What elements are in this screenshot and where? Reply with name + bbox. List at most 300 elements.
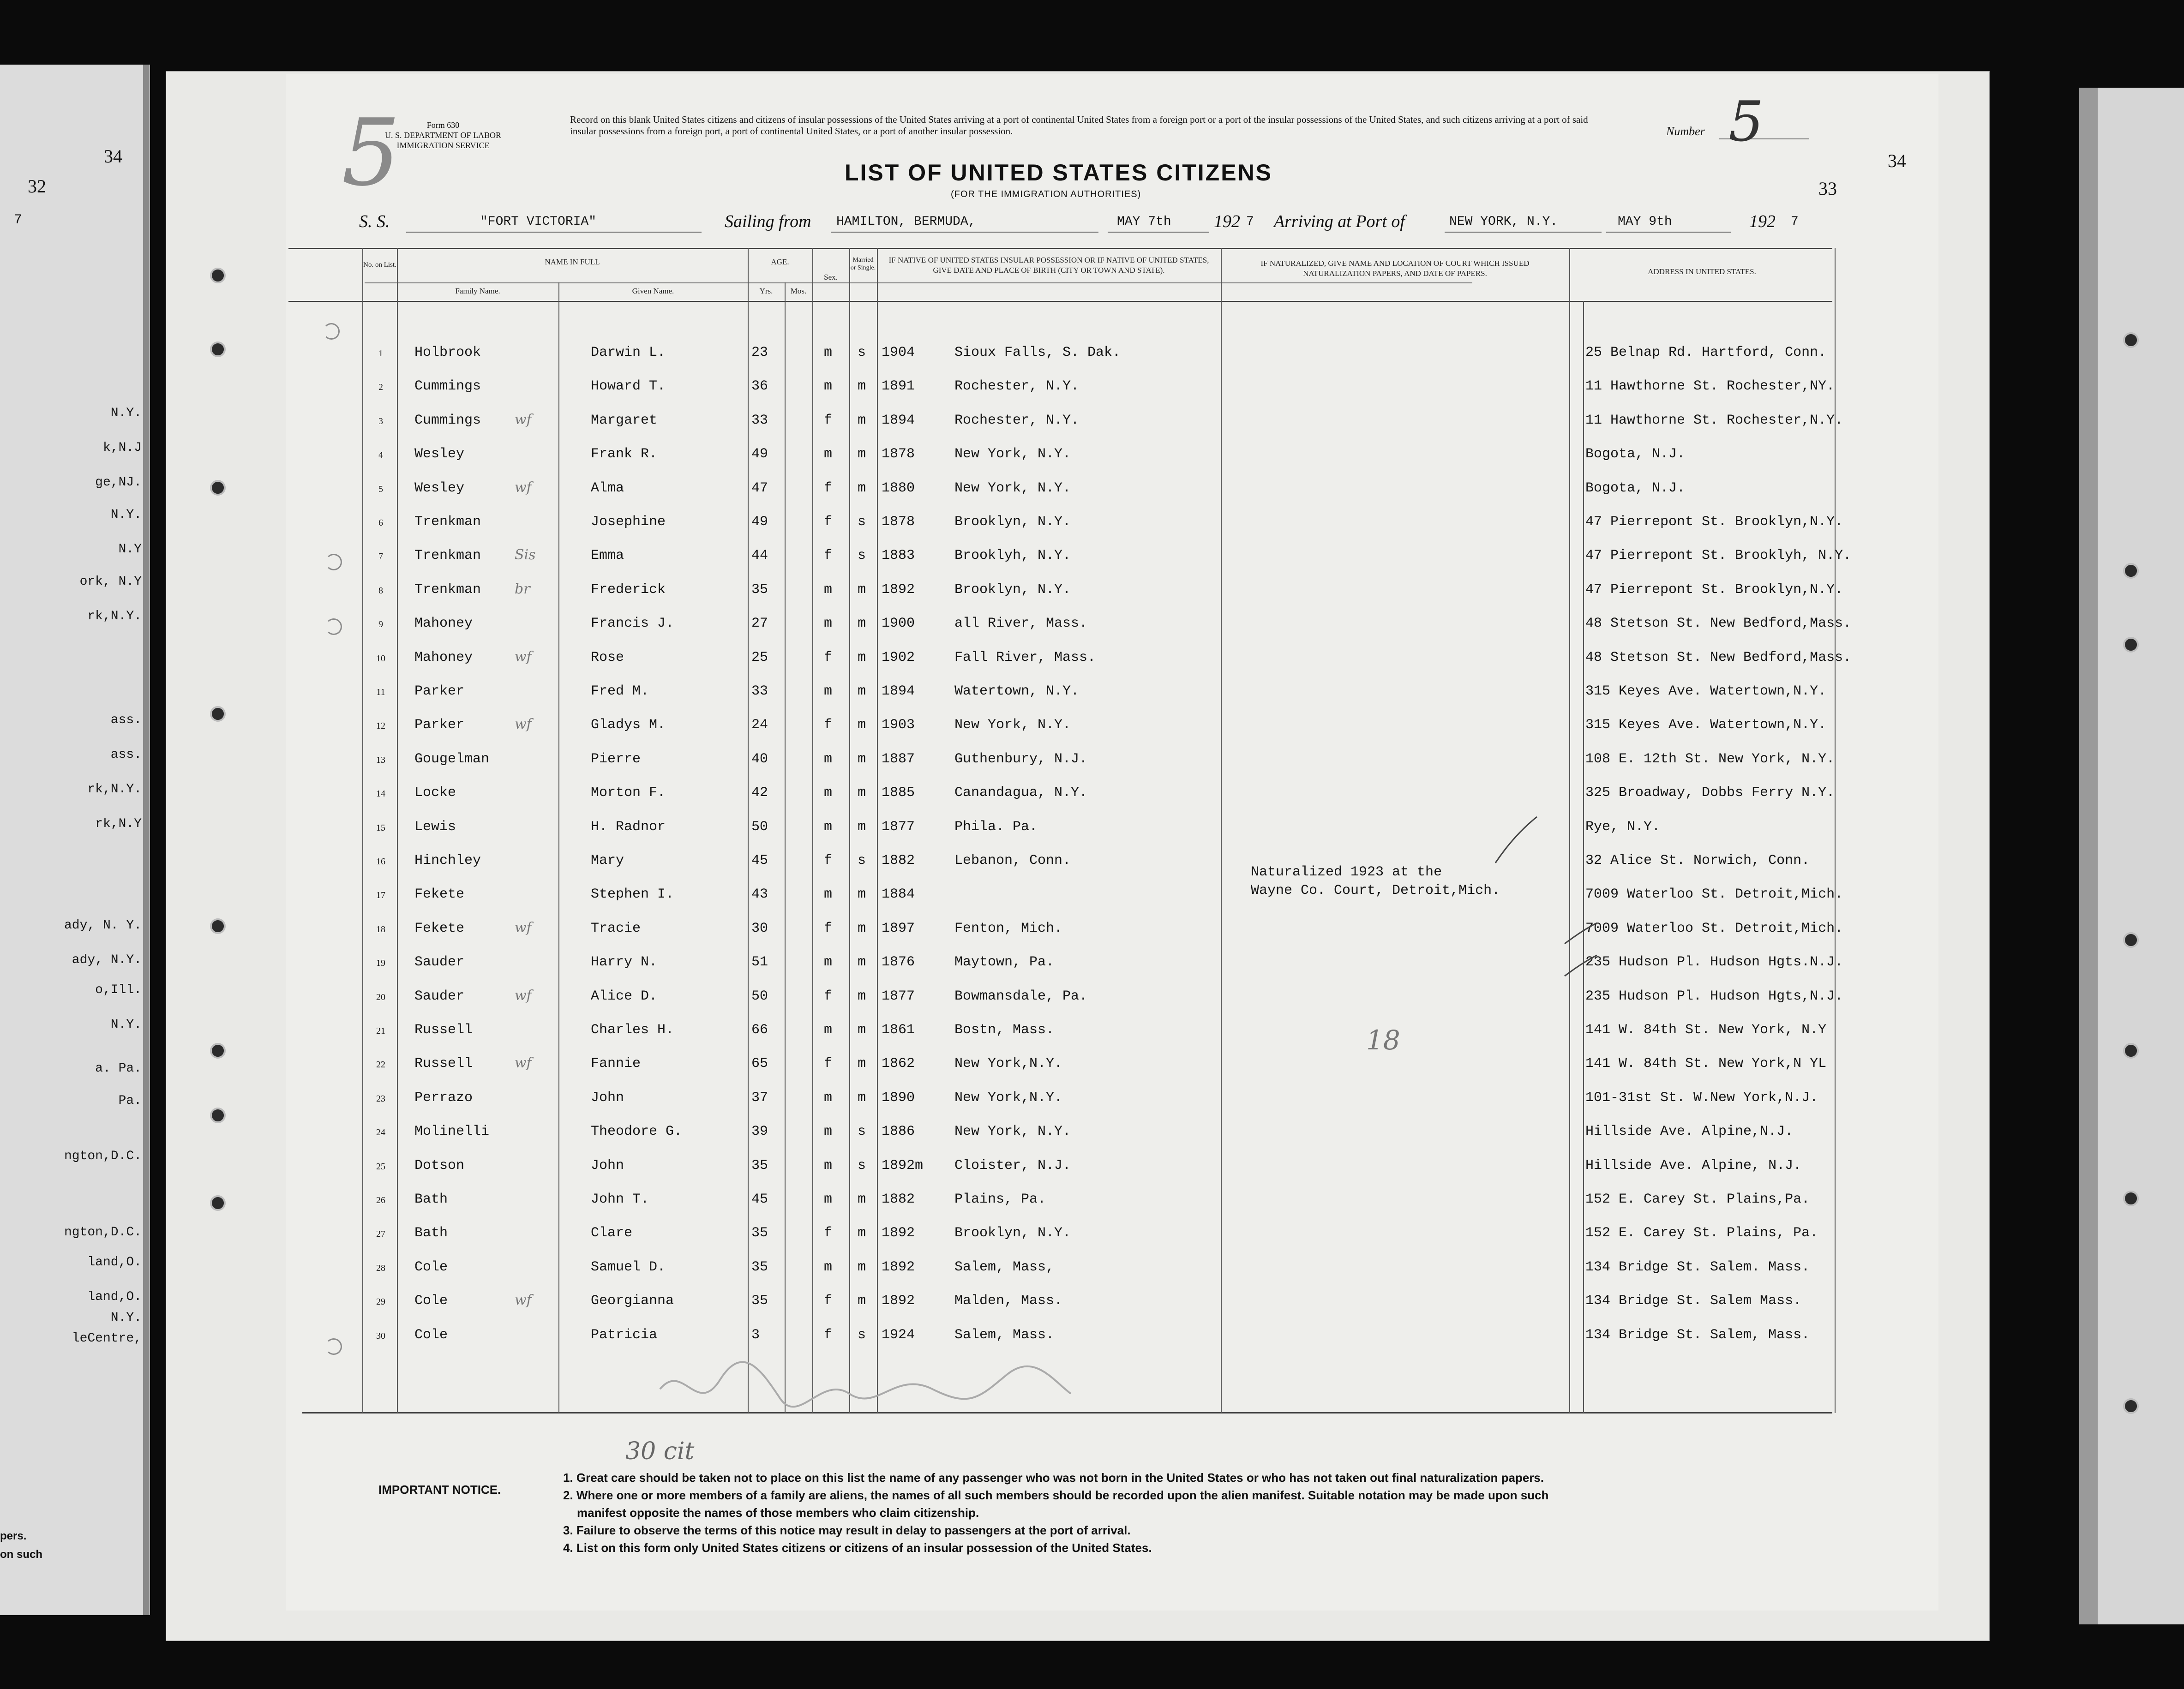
cell-address: 235 Hudson Pl. Hudson Hgts,N.J. [1585, 988, 1843, 1004]
cell-year: 1883 [882, 548, 915, 563]
handwritten-margin-number: 5 [342, 99, 401, 207]
cell-ms: s [858, 345, 866, 360]
cell-address: 7009 Waterloo St. Detroit,Mich. [1585, 921, 1843, 936]
col-no: No. on List. [363, 261, 396, 269]
cell-place: Guthenbury, N.J. [954, 751, 1088, 767]
left-year-fragment: 7 [14, 212, 23, 228]
cell-no: 14 [376, 789, 385, 799]
sailing-year-prefix: 192 [1214, 212, 1240, 231]
cell-given: John [591, 1158, 624, 1174]
cell-age: 44 [751, 548, 768, 563]
cell-year: 1894 [882, 683, 915, 699]
left-page-fragment: N.Y. [110, 1018, 142, 1032]
arriving-port: NEW YORK, N.Y. [1449, 215, 1558, 229]
cell-address: 48 Stetson St. New Bedford,Mass. [1585, 616, 1852, 631]
cell-family: Bath [414, 1192, 448, 1207]
cell-age: 25 [751, 650, 768, 665]
cell-ms: s [858, 1327, 866, 1343]
col-given-name: Given Name. [632, 287, 674, 295]
cell-no: 1 [378, 348, 383, 359]
cell-address: 32 Alice St. Norwich, Conn. [1585, 853, 1810, 868]
cell-given: H. Radnor [591, 819, 666, 835]
cell-address: 152 E. Carey St. Plains, Pa. [1585, 1225, 1818, 1241]
cell-place: Malden, Mass. [954, 1293, 1063, 1309]
left-page-fragment: land,O. [87, 1290, 142, 1304]
page-title: LIST OF UNITED STATES CITIZENS [845, 160, 1273, 186]
cell-ms: m [858, 1192, 866, 1207]
left-page-fragment: N.Y. [110, 406, 142, 420]
cell-place: Fall River, Mass. [954, 650, 1096, 665]
left-page-fragment: land,O. [87, 1255, 142, 1270]
form-number: Form 630 [426, 120, 460, 130]
cell-year: 1892 [882, 1293, 915, 1309]
cell-family: Bath [414, 1225, 448, 1241]
left-page-fragment: ge,NJ. [95, 475, 142, 490]
cell-place: Bostn, Mass. [954, 1022, 1055, 1038]
stamp-number: 18 [1366, 1024, 1400, 1056]
cell-no: 11 [376, 687, 385, 697]
cell-no: 12 [376, 721, 385, 731]
cell-sex: m [824, 1259, 833, 1275]
cell-ms: m [858, 446, 866, 462]
cell-family: Gougelman [414, 751, 490, 767]
cell-sex: m [824, 886, 833, 902]
cell-ms: m [858, 717, 866, 733]
cell-year: 1891 [882, 378, 915, 394]
cell-family: Mahoney [414, 650, 473, 665]
cell-given: Darwin L. [591, 345, 666, 360]
cell-given: Charles H. [591, 1022, 674, 1038]
cell-family: Sauder [414, 954, 465, 970]
cell-given: Pierre [591, 751, 641, 767]
cell-year: 1882 [882, 853, 915, 868]
cell-family: Trenkman [414, 548, 481, 563]
cell-no: 16 [376, 856, 385, 867]
cell-sex: m [824, 446, 833, 462]
cell-address: 325 Broadway, Dobbs Ferry N.Y. [1585, 785, 1835, 801]
cell-ms: m [858, 988, 866, 1004]
cell-sex: f [824, 1293, 833, 1309]
cell-sex: m [824, 1022, 833, 1038]
cell-address: 134 Bridge St. Salem. Mass. [1585, 1259, 1810, 1275]
cell-given: Frank R. [591, 446, 658, 462]
cell-sex: m [824, 751, 833, 767]
col-yrs: Yrs. [759, 287, 773, 295]
cell-given: Stephen I. [591, 886, 674, 902]
cell-address: 108 E. 12th St. New York, N.Y. [1585, 751, 1835, 767]
cell-place: New York, N.Y. [954, 480, 1071, 496]
cell-address: 47 Pierrepont St. Brooklyn,N.Y. [1585, 582, 1843, 598]
col-married-single: Married or Single. [850, 257, 876, 271]
notice-item-2: 2. Where one or more members of a family are aliens, the names of all such members should be recorded upon the alien manifest. Suitable notation may be made upon such [563, 1488, 1549, 1502]
cell-ms: m [858, 1259, 866, 1275]
cell-family: Cummings [414, 378, 481, 394]
cell-address: Hillside Ave. Alpine,N.J. [1585, 1124, 1794, 1139]
cell-age: 35 [751, 1293, 768, 1309]
cell-given: Francis J. [591, 616, 674, 631]
cell-place: Brooklyn, N.Y. [954, 1225, 1071, 1241]
cell-sex: f [824, 514, 833, 530]
cell-address: 47 Pierrepont St. Brooklyn,N.Y. [1585, 514, 1843, 530]
dash-mark-19 [1560, 918, 1602, 946]
cell-age: 35 [751, 1225, 768, 1241]
cell-no: 2 [378, 382, 383, 392]
cell-given: Harry N. [591, 954, 658, 970]
cell-no: 27 [376, 1229, 385, 1239]
cell-no: 20 [376, 992, 385, 1002]
cell-year: 1900 [882, 616, 915, 631]
cell-address: Rye, N.Y. [1585, 819, 1661, 835]
cell-address: 7009 Waterloo St. Detroit,Mich. [1585, 886, 1843, 902]
cell-age: 35 [751, 1158, 768, 1174]
cell-ms: m [858, 1293, 866, 1309]
cell-place: Plains, Pa. [954, 1192, 1046, 1207]
cell-place: Rochester, N.Y. [954, 413, 1080, 428]
cell-age: 33 [751, 683, 768, 699]
left-page-fragment: ork, N.Y [79, 575, 142, 589]
cell-family: Lewis [414, 819, 456, 835]
dash-mark-20 [1560, 951, 1602, 978]
cell-place: all River, Mass. [954, 616, 1088, 631]
cell-sex: m [824, 1090, 833, 1106]
cell-no: 24 [376, 1127, 385, 1138]
cell-age: 50 [751, 988, 768, 1004]
cell-year: 1894 [882, 413, 915, 428]
cell-year: 1878 [882, 446, 915, 462]
col-birth: IF NATIVE OF UNITED STATES INSULAR POSSESSION OR IF NATIVE OF UNITED STATES, GIVE DATE AND PLACE OF BIRTH (CITY OR TOWN AND STATE). [888, 256, 1209, 275]
cell-given: Howard T. [591, 378, 666, 394]
cell-no: 30 [376, 1331, 385, 1341]
notice-label: IMPORTANT NOTICE. [378, 1483, 501, 1497]
cell-given: Fred M. [591, 683, 649, 699]
cell-no: 25 [376, 1162, 385, 1172]
left-page-fragment: ngton,D.C. [64, 1225, 142, 1240]
cell-family: Russell [414, 1022, 473, 1038]
col-mos: Mos. [790, 287, 807, 295]
cell-place: Cloister, N.J. [954, 1158, 1071, 1174]
cell-sex: m [824, 819, 833, 835]
page-number: 33 [1818, 178, 1837, 199]
margin-annotation: wf [515, 649, 532, 665]
cell-age: 30 [751, 921, 768, 936]
sailing-date: MAY 7th [1117, 215, 1171, 229]
cell-sex: m [824, 1124, 833, 1139]
cell-family: Parker [414, 717, 465, 733]
cell-address: Bogota, N.J. [1585, 446, 1686, 462]
cell-given: Margaret [591, 413, 658, 428]
right-corner-number: 34 [1888, 150, 1906, 171]
cell-given: Morton F. [591, 785, 666, 801]
left-page [0, 65, 150, 1615]
cell-address: 25 Belnap Rd. Hartford, Conn. [1585, 345, 1827, 360]
cell-no: 3 [378, 416, 383, 426]
cell-given: Gladys M. [591, 717, 666, 733]
cell-no: 26 [376, 1195, 385, 1205]
margin-annotation: wf [515, 412, 532, 428]
cell-year: 1897 [882, 921, 915, 936]
margin-annotation: wf [515, 1055, 532, 1071]
cell-age: 49 [751, 514, 768, 530]
margin-annotation: wf [515, 716, 532, 732]
left-page-number: 32 [28, 176, 46, 197]
right-page [2079, 88, 2184, 1624]
margin-annotation: br [515, 581, 530, 597]
notice-item-3: 3. Failure to observe the terms of this notice may result in delay to passengers at the port of arrival. [563, 1523, 1131, 1537]
cell-age: 50 [751, 819, 768, 835]
col-naturalized: IF NATURALIZED, GIVE NAME AND LOCATION OF COURT WHICH ISSUED NATURALIZATION PAPERS, AND DATE OF PAPERS. [1260, 259, 1530, 278]
margin-annotation: wf [515, 988, 532, 1004]
cell-age: 35 [751, 1259, 768, 1275]
left-page-fragment: ass. [110, 713, 142, 727]
cell-address: 315 Keyes Ave. Watertown,N.Y. [1585, 683, 1827, 699]
cell-ms: m [858, 921, 866, 936]
cell-family: Wesley [414, 446, 465, 462]
cell-no: 10 [376, 653, 385, 664]
cell-given: John T. [591, 1192, 649, 1207]
cell-place: Maytown, Pa. [954, 954, 1055, 970]
margin-annotation: Sis [515, 547, 536, 563]
cell-place: Phila. Pa. [954, 819, 1038, 835]
cell-age: 40 [751, 751, 768, 767]
handwritten-footer-note: 30 cit [625, 1437, 695, 1465]
cell-ms: m [858, 886, 866, 902]
cell-year: 1892m [882, 1158, 924, 1174]
cell-ms: m [858, 1225, 866, 1241]
notice-item-4: 4. List on this form only United States citizens or citizens of an insular possession of the United States. [563, 1541, 1152, 1555]
cell-family: Cole [414, 1259, 448, 1275]
cell-age: 51 [751, 954, 768, 970]
cell-no: 28 [376, 1263, 385, 1273]
cell-sex: m [824, 1192, 833, 1207]
ledger-sheet [286, 74, 1938, 1611]
cell-family: Holbrook [414, 345, 481, 360]
cell-given: Mary [591, 853, 624, 868]
cell-place: New York, N.Y. [954, 1124, 1071, 1139]
left-footer-2: on such [0, 1548, 43, 1561]
cell-address: 11 Hawthorne St. Rochester,NY. [1585, 378, 1835, 394]
cell-age: 65 [751, 1056, 768, 1072]
cell-given: Clare [591, 1225, 633, 1241]
notice-item-2-cont: manifest opposite the names of those members who claim citizenship. [577, 1506, 979, 1520]
cell-age: 33 [751, 413, 768, 428]
cell-year: 1876 [882, 954, 915, 970]
cell-sex: f [824, 650, 833, 665]
cell-year: 1892 [882, 1225, 915, 1241]
cell-year: 1924 [882, 1327, 915, 1343]
cell-ms: s [858, 514, 866, 530]
ss-label: S. S. [359, 212, 390, 231]
cell-ms: m [858, 582, 866, 598]
margin-annotation: wf [515, 479, 532, 496]
cell-sex: m [824, 616, 833, 631]
cell-no: 6 [378, 518, 383, 528]
cell-ms: s [858, 548, 866, 563]
cell-age: 36 [751, 378, 768, 394]
cell-sex: f [824, 988, 833, 1004]
cell-ms: m [858, 650, 866, 665]
cell-sex: f [824, 1056, 833, 1072]
left-page-fragment: rk,N.Y. [87, 609, 142, 623]
cell-family: Dotson [414, 1158, 465, 1174]
cell-address: 11 Hawthorne St. Rochester,N.Y. [1585, 413, 1843, 428]
sailing-year-digit: 7 [1246, 215, 1254, 229]
left-page-fragment: rk,N.Y [95, 817, 142, 831]
cell-year: 1882 [882, 1192, 915, 1207]
left-page-fragment: k,N.J [102, 441, 142, 455]
cell-family: Fekete [414, 886, 465, 902]
cell-family: Trenkman [414, 582, 481, 598]
margin-annotation: wf [515, 1292, 532, 1308]
col-name-in-full: NAME IN FULL [545, 258, 600, 266]
left-page-fragment: leCentre, [72, 1331, 142, 1346]
cell-age: 66 [751, 1022, 768, 1038]
cell-place: Canandagua, N.Y. [954, 785, 1088, 801]
cell-year: 1892 [882, 582, 915, 598]
cell-family: Parker [414, 683, 465, 699]
cell-no: 19 [376, 958, 385, 968]
cell-ms: m [858, 954, 866, 970]
cell-address: 152 E. Carey St. Plains,Pa. [1585, 1192, 1810, 1207]
cell-address: 134 Bridge St. Salem, Mass. [1585, 1327, 1810, 1343]
cell-family: Perrazo [414, 1090, 473, 1106]
cell-sex: m [824, 954, 833, 970]
sailing-label: Sailing from [725, 212, 811, 231]
cell-no: 8 [378, 586, 383, 596]
number-value: 5 [1728, 90, 1764, 154]
cell-address: Bogota, N.J. [1585, 480, 1686, 496]
left-page-fragment: ass. [110, 748, 142, 762]
cell-given: Georgianna [591, 1293, 674, 1309]
cell-ms: m [858, 413, 866, 428]
cell-sex: m [824, 582, 833, 598]
cell-family: Trenkman [414, 514, 481, 530]
cell-given: Emma [591, 548, 624, 563]
left-page-fragment: ady, N.Y. [72, 953, 142, 967]
cell-year: 1902 [882, 650, 915, 665]
form-instructions: Record on this blank United States citizens and citizens of insular possessions of the United States arriving at a port of continental United States from a foreign port or a port of the insular possessions of the United States, and such citizens arriving at a port of said insular possessions from a foreign port, a port of continental United States, or a port of another insular possession. [570, 114, 1588, 137]
cell-place: Lebanon, Conn. [954, 853, 1071, 868]
cell-given: Samuel D. [591, 1259, 666, 1275]
cell-address: 235 Hudson Pl. Hudson Hgts.N.J. [1585, 954, 1843, 970]
cell-family: Molinelli [414, 1124, 490, 1139]
cell-family: Locke [414, 785, 456, 801]
cell-no: 22 [376, 1060, 385, 1070]
cell-place: Sioux Falls, S. Dak. [954, 345, 1121, 360]
cell-family: Cummings [414, 413, 481, 428]
cell-sex: m [824, 1158, 833, 1174]
cell-year: 1887 [882, 751, 915, 767]
number-label: Number [1666, 125, 1705, 138]
cell-age: 42 [751, 785, 768, 801]
cell-age: 47 [751, 480, 768, 496]
col-sex: Sex. [824, 273, 838, 282]
col-address: ADDRESS IN UNITED STATES. [1648, 267, 1756, 276]
cell-no: 13 [376, 755, 385, 765]
cell-family: Sauder [414, 988, 465, 1004]
cell-given: Tracie [591, 921, 641, 936]
cell-given: Josephine [591, 514, 666, 530]
cell-year: 1884 [882, 886, 915, 902]
cell-place: Watertown, N.Y. [954, 683, 1080, 699]
cell-year: 1890 [882, 1090, 915, 1106]
left-page-fragment: o,Ill. [95, 983, 142, 997]
cell-year: 1904 [882, 345, 915, 360]
cell-given: Theodore G. [591, 1124, 683, 1139]
cell-ms: m [858, 751, 866, 767]
cell-no: 15 [376, 823, 385, 833]
cell-sex: f [824, 1225, 833, 1241]
cell-sex: m [824, 345, 833, 360]
cell-ms: m [858, 378, 866, 394]
naturalization-note-line-2: Wayne Co. Court, Detroit,Mich. [1251, 883, 1500, 898]
cell-place: Fenton, Mich. [954, 921, 1063, 936]
cell-year: 1903 [882, 717, 915, 733]
cell-family: Cole [414, 1327, 448, 1343]
cell-place: New York, N.Y. [954, 717, 1071, 733]
cell-family: Russell [414, 1056, 473, 1072]
cell-year: 1877 [882, 819, 915, 835]
cell-year: 1886 [882, 1124, 915, 1139]
cell-sex: m [824, 683, 833, 699]
cell-family: Wesley [414, 480, 465, 496]
cell-age: 37 [751, 1090, 768, 1106]
cell-age: 45 [751, 853, 768, 868]
cell-age: 24 [751, 717, 768, 733]
cell-no: 9 [378, 619, 383, 629]
cell-sex: f [824, 717, 833, 733]
ship-name: "FORT VICTORIA" [480, 215, 597, 229]
cell-ms: m [858, 1090, 866, 1106]
cell-ms: s [858, 853, 866, 868]
faint-signature [655, 1352, 1080, 1426]
cell-place: Brooklyh, N.Y. [954, 548, 1071, 563]
left-page-fragment: Pa. [118, 1094, 142, 1108]
cell-place: Brooklyn, N.Y. [954, 582, 1071, 598]
cell-no: 21 [376, 1026, 385, 1036]
cell-no: 7 [378, 551, 383, 562]
cell-no: 17 [376, 890, 385, 900]
cell-no: 4 [378, 450, 383, 460]
cell-year: 1861 [882, 1022, 915, 1038]
cell-address: 315 Keyes Ave. Watertown,N.Y. [1585, 717, 1827, 733]
left-footer-1: pers. [0, 1530, 27, 1542]
arriving-year-prefix: 192 [1749, 212, 1776, 231]
cell-family: Hinchley [414, 853, 481, 868]
cell-place: Salem, Mass. [954, 1327, 1055, 1343]
cell-year: 1862 [882, 1056, 915, 1072]
cell-age: 43 [751, 886, 768, 902]
cell-year: 1880 [882, 480, 915, 496]
cell-sex: f [824, 1327, 833, 1343]
left-page-fragment: N.Y. [110, 508, 142, 522]
cell-given: John [591, 1090, 624, 1106]
col-age: AGE. [771, 258, 789, 266]
cell-place: New York,N.Y. [954, 1090, 1063, 1106]
cell-age: 35 [751, 582, 768, 598]
cell-age: 39 [751, 1124, 768, 1139]
left-page-fragment: rk,N.Y. [87, 782, 142, 797]
cell-given: Fannie [591, 1056, 641, 1072]
cell-given: Alma [591, 480, 624, 496]
cell-address: 101-31st St. W.New York,N.J. [1585, 1090, 1818, 1106]
cell-ms: s [858, 1124, 866, 1139]
cell-sex: m [824, 785, 833, 801]
cell-no: 23 [376, 1094, 385, 1104]
cell-ms: m [858, 480, 866, 496]
form-department: U. S. DEPARTMENT OF LABOR [385, 131, 501, 140]
cell-given: Rose [591, 650, 624, 665]
cell-ms: m [858, 1056, 866, 1072]
